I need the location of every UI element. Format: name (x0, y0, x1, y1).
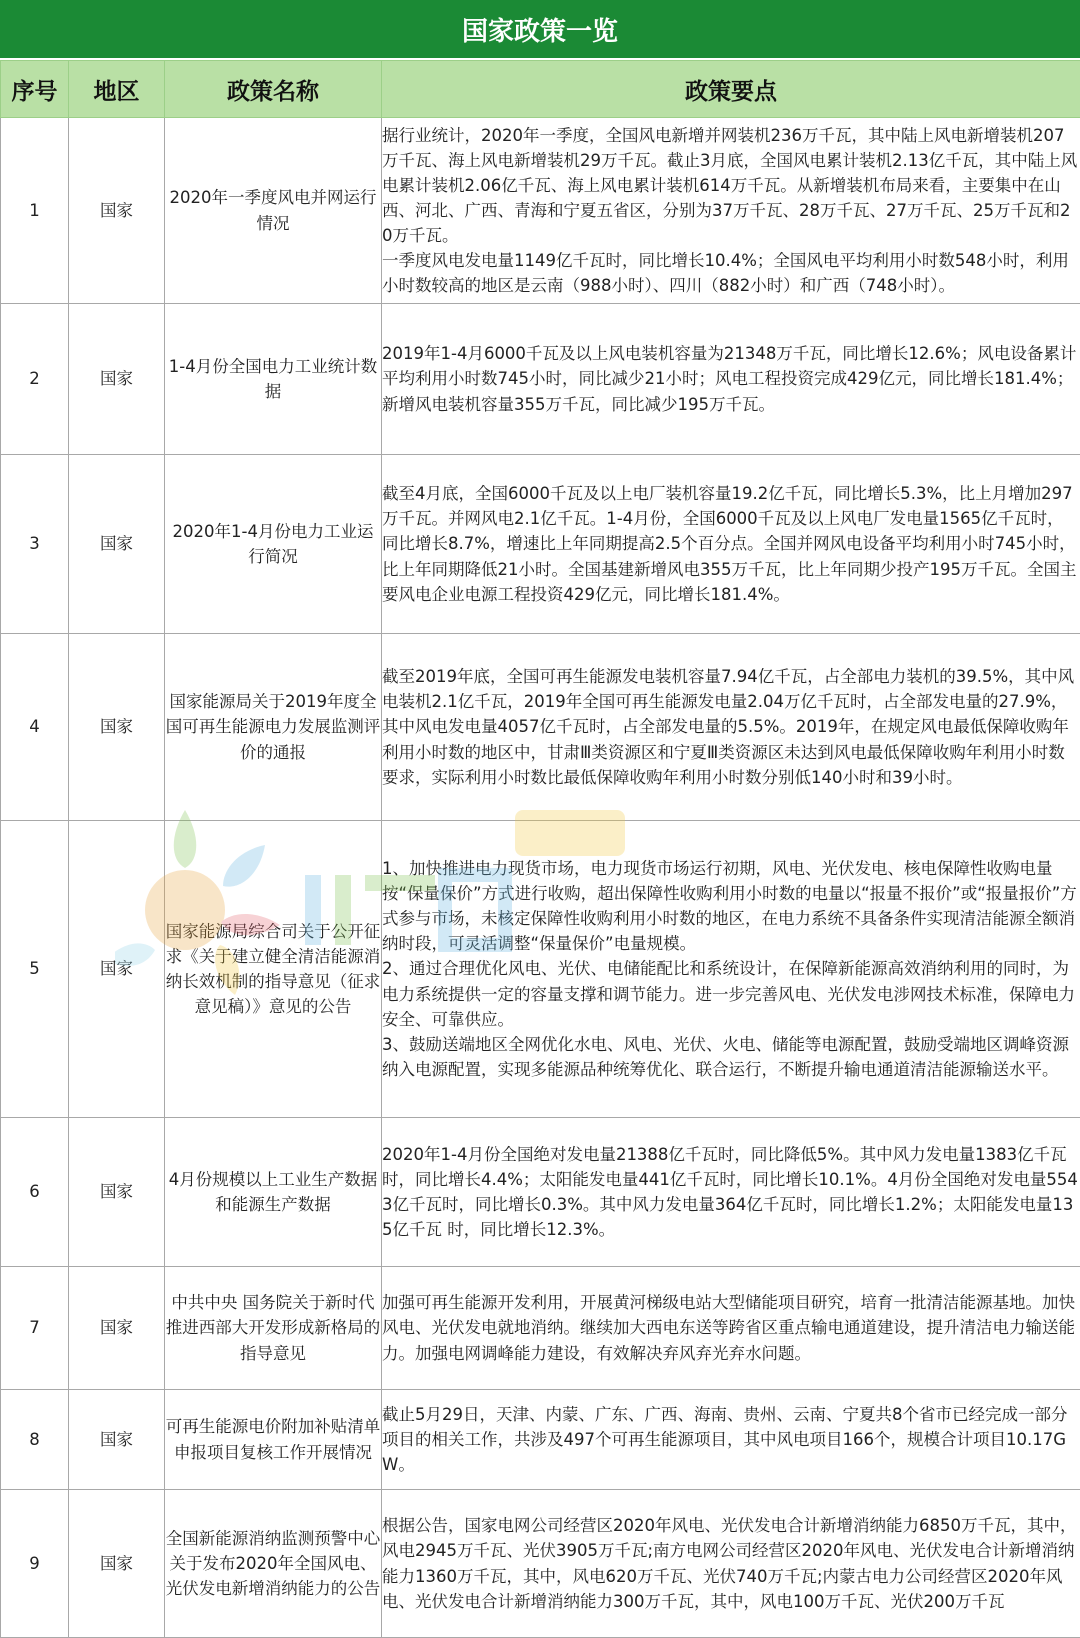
row-region: 国家 (69, 304, 165, 455)
row-no: 1 (1, 118, 69, 304)
table-row (1, 304, 1080, 455)
row-policy-points: 据行业统计，2020年一季度，全国风电新增并网装机236万千瓦，其中陆上风电新增装机207万千瓦、海上风电新增装机29万千瓦。截止3月底，全国风电累计装机2.13亿千瓦，其中陆上风电累计装机2.06亿千瓦、海上风电累计装机614万千瓦。从新增装机布局来看，主要集中在山西、河北、广西、青海和宁夏五省区，分别为37万千瓦、28万千瓦、27万千瓦、25万千瓦和20万千瓦。 一季度风电发电量1149亿千瓦时，同比增长10.4%；全国风电平均利用小时数548小时，利用小时数较高的地区是云南（988小时）、四川（882小时）和广西（748小时）。 (382, 118, 1080, 304)
policy-table (0, 60, 1080, 1638)
row-policy-points: 截至4月底，全国6000千瓦及以上电厂装机容量19.2亿千瓦，同比增长5.3%，比上月增加297万千瓦。并网风电2.1亿千瓦。1-4月份，全国6000千瓦及以上风电厂发电量1565亿千瓦时，同比增长8.7%，增速比上年同期提高2.5个百分点。全国并网风电设备平均利用小时745小时，比上年同期降低21小时。全国基建新增风电355万千瓦，比上年同期少投产195万千瓦。全国主要风电企业电源工程投资429亿元，同比增长181.4%。 (382, 455, 1080, 634)
row-policy-points: 截至2019年底，全国可再生能源发电装机容量7.94亿千瓦，占全部电力装机的39.5%，其中风电装机2.1亿千瓦，2019年全国可再生能源发电量2.04万亿千瓦时，占全部发电量的27.9%，其中风电发电量4057亿千瓦时，占全部发电量的5.5%。2019年，在规定风电最低保障收购年利用小时数的地区中，甘肃Ⅲ类资源区和宁夏Ⅲ类资源区未达到风电最低保障收购年利用小时数要求，实际利用小时数比最低保障收购年利用小时数分别低140小时和39小时。 (382, 634, 1080, 821)
header-region: 地区 (69, 61, 165, 118)
row-region: 国家 (69, 1490, 165, 1638)
row-policy-points: 2020年1-4月份全国绝对发电量21388亿千瓦时，同比降低5%。其中风力发电量1383亿千瓦时，同比增长4.4%；太阳能发电量441亿千瓦时，同比增长10.1%。4月份全国绝对发电量5543亿千瓦时，同比增长0.3%。其中风力发电量364亿千瓦时，同比增长1.2%；太阳能发电量135亿千瓦 时，同比增长12.3%。 (382, 1118, 1080, 1267)
row-no: 9 (1, 1490, 69, 1638)
row-policy-name: 1-4月份全国电力工业统计数据 (165, 304, 382, 455)
row-no: 4 (1, 634, 69, 821)
row-policy-name: 国家能源局关于2019年度全国可再生能源电力发展监测评价的通报 (165, 634, 382, 821)
table-row (1, 118, 1080, 304)
row-region: 国家 (69, 1118, 165, 1267)
table-row (1, 1118, 1080, 1267)
header-points: 政策要点 (382, 61, 1080, 118)
table-row (1, 1490, 1080, 1638)
row-region: 国家 (69, 455, 165, 634)
row-no: 6 (1, 1118, 69, 1267)
row-no: 7 (1, 1267, 69, 1390)
table-row (1, 821, 1080, 1118)
row-region: 国家 (69, 634, 165, 821)
row-policy-points: 根据公告，国家电网公司经营区2020年风电、光伏发电合计新增消纳能力6850万千瓦，其中，风电2945万千瓦、光伏3905万千瓦;南方电网公司经营区2020年风电、光伏发电合计新增消纳能力1360万千瓦，其中，风电620万千瓦、光伏740万千瓦;内蒙古电力公司经营区2020年风电、光伏发电合计新增消纳能力300万千瓦，其中，风电100万千瓦、光伏200万千瓦 (382, 1490, 1080, 1638)
table-row (1, 634, 1080, 821)
row-policy-name: 全国新能源消纳监测预警中心关于发布2020年全国风电、光伏发电新增消纳能力的公告 (165, 1490, 382, 1638)
table-header-row (1, 61, 1080, 118)
row-policy-points: 截止5月29日，天津、内蒙、广东、广西、海南、贵州、云南、宁夏共8个省市已经完成一部分项目的相关工作，共涉及497个可再生能源项目，其中风电项目166个，规模合计项目10.17GW。 (382, 1390, 1080, 1490)
row-no: 5 (1, 821, 69, 1118)
row-region: 国家 (69, 1267, 165, 1390)
row-no: 2 (1, 304, 69, 455)
row-policy-points: 1、加快推进电力现货市场，电力现货市场运行初期，风电、光伏发电、核电保障性收购电量按“保量保价”方式进行收购，超出保障性收购利用小时数的电量以“报量不报价”或“报量报价”方式参与市场，未核定保障性收购利用小时数的地区，在电力系统不具备条件实现清洁能源全额消纳时段，可灵活调整“保量保价”电量规模。 2、通过合理优化风电、光伏、电储能配比和系统设计，在保障新能源高效消纳利用的同时，为电力系统提供一定的容量支撑和调节能力。进一步完善风电、光伏发电涉网技术标准，保障电力安全、可靠供应。 3、鼓励送端地区全网优化水电、风电、光伏、火电、储能等电源配置，鼓励受端地区调峰资源纳入电源配置，实现多能源品种统筹优化、联合运行，不断提升输电通道清洁能源输送水平。 (382, 821, 1080, 1118)
row-region: 国家 (69, 821, 165, 1118)
page-title: 国家政策一览 (0, 0, 1080, 60)
row-policy-name: 中共中央 国务院关于新时代推进西部大开发形成新格局的指导意见 (165, 1267, 382, 1390)
row-policy-name: 4月份规模以上工业生产数据和能源生产数据 (165, 1118, 382, 1267)
row-policy-points: 2019年1-4月6000千瓦及以上风电装机容量为21348万千瓦，同比增长12.6%；风电设备累计平均利用小时数745小时，同比减少21小时；风电工程投资完成429亿元，同比增长181.4%；新增风电装机容量355万千瓦，同比减少195万千瓦。 (382, 304, 1080, 455)
row-policy-name: 国家能源局综合司关于公开征求《关于建立健全清洁能源消纳长效机制的指导意见（征求意见稿）》意见的公告 (165, 821, 382, 1118)
row-region: 国家 (69, 1390, 165, 1490)
table-row (1, 1390, 1080, 1490)
row-policy-points: 加强可再生能源开发利用，开展黄河梯级电站大型储能项目研究，培育一批清洁能源基地。加快风电、光伏发电就地消纳。继续加大西电东送等跨省区重点输电通道建设，提升清洁电力输送能力。加强电网调峰能力建设，有效解决弃风弃光弃水问题。 (382, 1267, 1080, 1390)
table-row (1, 1267, 1080, 1390)
table-row (1, 455, 1080, 634)
row-no: 3 (1, 455, 69, 634)
row-region: 国家 (69, 118, 165, 304)
row-policy-name: 可再生能源电价附加补贴清单申报项目复核工作开展情况 (165, 1390, 382, 1490)
row-policy-name: 2020年1-4月份电力工业运行简况 (165, 455, 382, 634)
header-name: 政策名称 (165, 61, 382, 118)
row-policy-name: 2020年一季度风电并网运行情况 (165, 118, 382, 304)
header-no: 序号 (1, 61, 69, 118)
row-no: 8 (1, 1390, 69, 1490)
